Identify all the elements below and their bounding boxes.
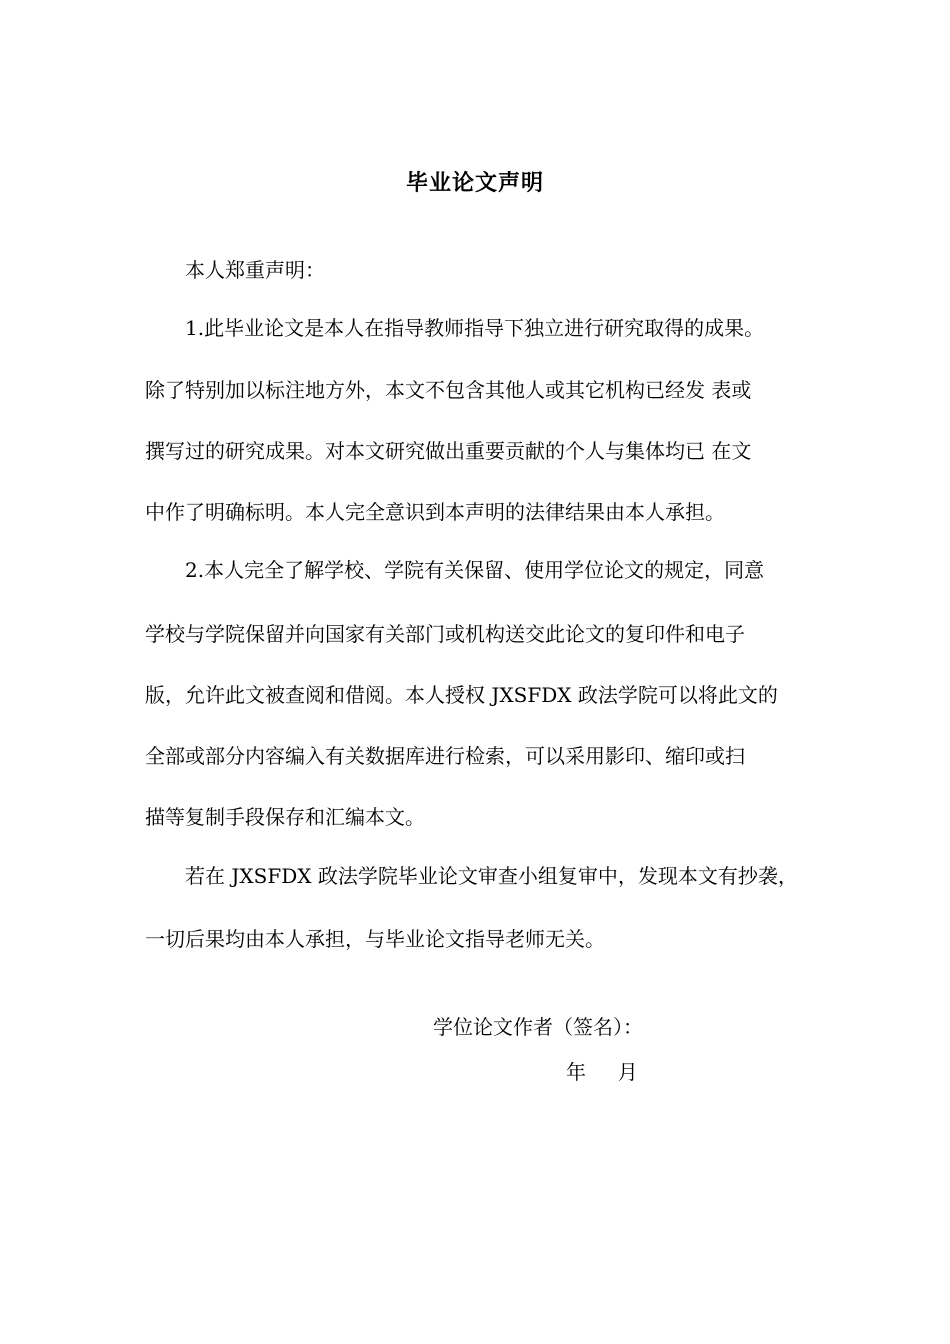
signature-label: 学位论文作者（签名）： — [433, 1015, 643, 1039]
statement-line-9: 描等复制手段保存和汇编本文。 — [145, 805, 425, 829]
statement-line-11: 一切后果均由本人承担，与毕业论文指导老师无关。 — [145, 927, 605, 951]
statement-line-4: 中作了明确标明。本人完全意识到本声明的法律结果由本人承担。 — [145, 500, 725, 524]
statement-line-10: 若在 JXSFDX 政法学院毕业论文审查小组复审中，发现本文有抄袭， — [185, 864, 798, 888]
statement-line-5: 2.本人完全了解学校、学院有关保留、使用学位论文的规定，同意 — [185, 558, 765, 582]
statement-line-6: 学校与学院保留并向国家有关部门或机构送交此论文的复印件和电子 — [145, 622, 745, 646]
signature-date: 年 月 — [566, 1060, 638, 1084]
statement-line-8: 全部或部分内容编入有关数据库进行检索，可以采用影印、缩印或扫 — [145, 744, 745, 768]
statement-intro: 本人郑重声明： — [185, 258, 325, 282]
statement-line-7: 版，允许此文被查阅和借阅。本人授权 JXSFDX 政法学院可以将此文的 — [145, 683, 778, 707]
statement-line-3: 撰写过的研究成果。对本文研究做出重要贡献的个人与集体均已 在文 — [145, 439, 752, 463]
statement-line-1: 1.此毕业论文是本人在指导教师指导下独立进行研究取得的成果。 — [185, 316, 765, 340]
statement-line-2: 除了特别加以标注地方外，本文不包含其他人或其它机构已经发 表或 — [145, 378, 752, 402]
page-title: 毕业论文声明 — [405, 171, 544, 196]
